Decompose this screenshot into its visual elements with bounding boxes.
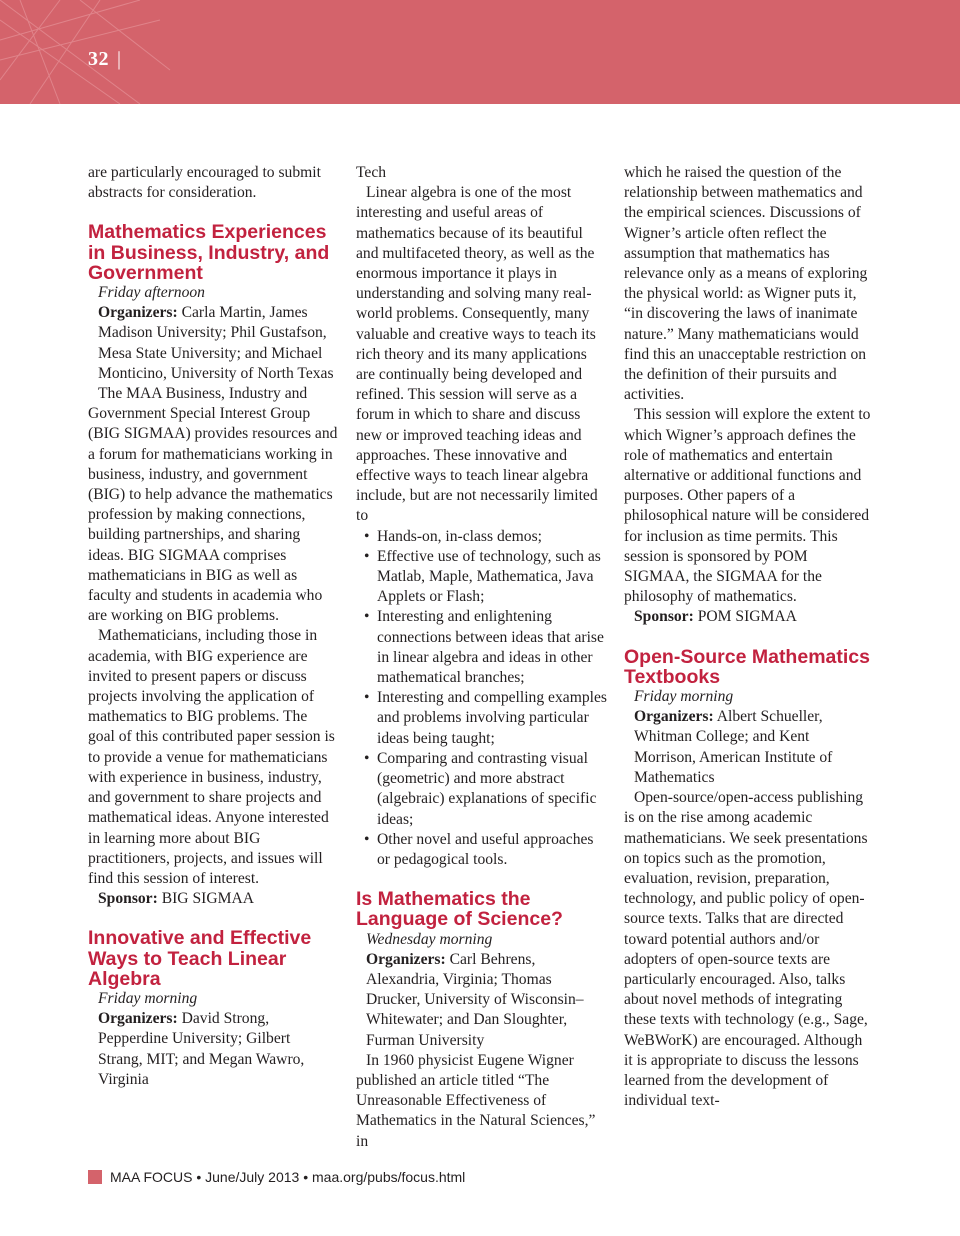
paragraph: which he raised the question of the relationship between mathematics and the empirical sciences. Discussions of Wigner’s article often reflect the assumption that mathematics has relevance only as a means of exploring the physical world: as Wigner puts it, “in discovering the laws of inanimate nature.” Many mathematicians would find this an unacceptable restriction on the definition of their pursuits and activities. bbox=[624, 164, 868, 404]
session-time: Friday morning bbox=[634, 688, 734, 706]
column-2 bbox=[356, 163, 608, 1152]
organizers-text: Carl Behrens, Alexandria, Virginia; Thomas Drucker, University of Wisconsin–Whitewater; and Dan Sloughter, Furman University bbox=[366, 950, 584, 1049]
footer-square-icon bbox=[88, 1170, 102, 1184]
paragraph: are particularly encouraged to submit abstracts for consideration. bbox=[88, 164, 321, 202]
paragraph: The MAA Business, Industry and Government Special Interest Group (BIG SIGMAA) provides resources and a forum for mathematicians working in business, industry, and government (BIG) to help advance the mathematics profession by making connections, building partnerships, and sharing ideas. BIG SIGMAA comprises mathematicians in BIG as well as faculty and students in academia who are working on BIG problems. bbox=[88, 385, 338, 625]
page-number-value: 32 bbox=[88, 48, 109, 70]
paragraph: Open-source/open-access publishing is on the rise among academic mathematicians. We seek presentations on topics such as the promotion, evaluation, revision, preparation, technology, and public policy of open-source texts. Talks that are directed toward potential authors and/or adopters of open-source texts are particularly encouraged. Also, talks about novel methods of integrating these texts with technology (e.g., Sage, WeBWorK) are encouraged. Although it is appropriate to discuss the lessons learned from the development of individual text- bbox=[624, 789, 868, 1110]
section-title-big: Mathematics Experiences in Business, Industry, and Government bbox=[88, 221, 330, 284]
list-item: • Interesting and compelling examples and problems involving particular ideas being taught; bbox=[377, 688, 608, 749]
session-time: Friday morning bbox=[98, 989, 198, 1007]
list-item: • Effective use of technology, such as Matlab, Maple, Mathematica, Java Applets or Flash; bbox=[377, 547, 608, 608]
column-3 bbox=[624, 163, 874, 1111]
header-banner bbox=[0, 0, 960, 104]
paragraph: In 1960 physicist Eugene Wigner published an article titled “The Unreasonable Effectiveness of Mathematics in the Natural Sciences,” in bbox=[356, 1051, 596, 1150]
organizers-label: Organizers: bbox=[98, 304, 178, 322]
paragraph: Tech bbox=[356, 164, 387, 181]
footer-text: MAA FOCUS • June/July 2013 • maa.org/pubs/focus.html bbox=[110, 1169, 466, 1185]
organizers bbox=[88, 1009, 338, 1090]
list-item: • Comparing and contrasting visual (geometric) and more abstract (algebraic) explanations of specific ideas; bbox=[377, 749, 608, 830]
paragraph: This session will explore the extent to which Wigner’s approach defines the role of mathematics and entertain alternative or additional functions and purposes. Other papers of a philosophical nature will be considered for inclusion as time permits. This session is sponsored by POM SIGMAA, the SIGMAA for the philosophy of mathematics. bbox=[624, 406, 871, 606]
sponsor-label: Sponsor: bbox=[98, 890, 158, 908]
sponsor-text: BIG SIGMAA bbox=[161, 890, 254, 908]
organizers-label: Organizers: bbox=[634, 708, 714, 726]
page-separator: | bbox=[117, 48, 122, 70]
sponsor bbox=[624, 607, 874, 627]
section-title-open-source: Open-Source Mathematics Textbooks bbox=[624, 645, 870, 688]
organizers-text: David Strong, Pepperdine University; Gilbert Strang, MIT; and Megan Wawro, Virginia bbox=[98, 1010, 305, 1088]
organizers-text: Carla Martin, James Madison University; Phil Gustafson, Mesa State University; and Michael Monticino, University of North Texas bbox=[98, 304, 334, 382]
paragraph: Mathematicians, including those in academia, with BIG experience are invited to present papers or discuss projects involving the application of mathematics to BIG problems. The goal of this contributed paper session is to provide a venue for mathematicians with experience in business, industry, and government to share projects and mathematical ideas. Anyone interested in learning more about BIG practitioners, projects, and issues will find this session of interest. bbox=[88, 627, 335, 887]
paragraph: Linear algebra is one of the most interesting and useful areas of mathematics because of its beautiful and multifaceted theory, as well as the enormous importance it plays in understanding and solving many real-world problems. Consequently, many valuable and creative ways to teach its rich theory and its many applications are continually being developed and refined. This session will serve as a forum in which to share and discuss new or improved teaching ideas and approaches. These innovative and effective ways to teach linear algebra include, but are not necessarily limited to bbox=[356, 184, 598, 525]
organizers-label: Organizers: bbox=[98, 1010, 178, 1028]
list-item: • Other novel and useful approaches or pedagogical tools. bbox=[377, 830, 608, 870]
organizers bbox=[88, 303, 338, 384]
section-title-linear-algebra: Innovative and Effective Ways to Teach Linear Algebra bbox=[88, 927, 312, 990]
sponsor-text: POM SIGMAA bbox=[697, 608, 797, 626]
sponsor-label: Sponsor: bbox=[634, 608, 694, 626]
column-1 bbox=[88, 163, 338, 1090]
organizers-text: Albert Schueller, Whitman College; and Kent Morrison, American Institute of Mathematics bbox=[634, 708, 833, 786]
session-time: Friday afternoon bbox=[98, 284, 205, 302]
page-number bbox=[88, 48, 122, 71]
footer bbox=[88, 1168, 465, 1186]
sponsor bbox=[88, 889, 338, 909]
organizers bbox=[624, 707, 874, 788]
list-item: • Interesting and enlightening connections between ideas that arise in linear algebra and ideas in other mathematical branches; bbox=[377, 607, 608, 688]
organizers-label: Organizers: bbox=[366, 950, 446, 968]
organizers bbox=[356, 950, 608, 1051]
section-title-language-of-science: Is Mathematics the Language of Science? bbox=[356, 888, 563, 931]
list-item: • Hands-on, in-class demos; bbox=[377, 527, 608, 547]
banner-pattern bbox=[0, 0, 960, 104]
bullet-list bbox=[356, 527, 608, 870]
session-time: Wednesday morning bbox=[366, 930, 493, 948]
